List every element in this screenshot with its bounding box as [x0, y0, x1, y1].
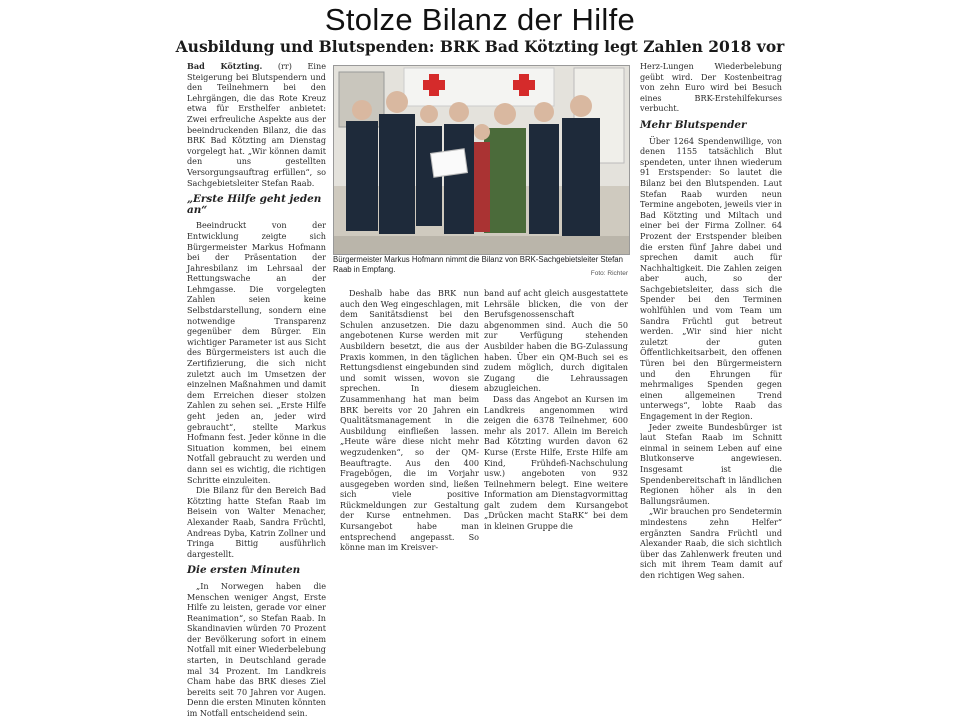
article-column-3: [484, 288, 628, 532]
paragraph: Dass das Angebot an Kursen im Landkreis angenommen wird zeigen die 6378 Teilnehmer, 600 mehr als 2017. Allein im Bereich Bad Kötzting wurden davon 62 Kurse (Erste Hilfe, Erste Hilfe am Kind, Frühdefi-Nachschulung usw.) angeboten von 932 Teilnehmern belegt. Eine weitere Information am Dienstagvormittag galt zudem dem Kursangebot „Drücken macht StaRK“ bei dem in kleinen Gruppe die: [484, 393, 628, 532]
dateline: Bad Kötzting.: [187, 61, 263, 71]
paragraph: „Wir brauchen pro Sendetermin mindestens zehn Helfer“ ergänzten Sandra Früchtl und Alexander Raab, die sich sichtlich über das Zahlenwerk freuten und sich mit ihrem Team damit auf den richtigen Weg sahen.: [640, 506, 782, 580]
paragraph: „In Norwegen haben die Menschen weniger Angst, Erste Hilfe zu leisten, gerade vor einer Reanimation“, so Stefan Raab. In Skandinavien würden 70 Prozent der Bevölkerung sofort in einem Notfall mit einer Wiederbelebung starten, in Deutschland gerade mal 34 Prozent. Im Landkreis Cham habe das BRK dieses Ziel bereits seit 70 Jahren vor Augen. Denn die ersten Minuten könnten im Notfall entscheidend sein.: [187, 580, 326, 719]
article-column-2: [340, 288, 479, 553]
paragraph: Die Bilanz für den Bereich Bad Kötzting hatte Stefan Raab im Beisein von Walter Menacher, Alexander Raab, Sandra Früchtl, Andreas Dyba, Katrin Zollner und Tringa Bittig ausführlich dargestellt.: [187, 485, 326, 559]
section-heading-erste-minuten: Die ersten Minuten: [187, 564, 301, 577]
group-photo-illustration: [334, 66, 629, 254]
article-headline: Stolze Bilanz der Hilfe: [324, 2, 636, 37]
paragraph: Über 1264 Spendenwillige, von denen 1155 tatsächlich Blut spendeten, unter ihnen wiederum 91 Erstspender: So lautet die Bilanz bei den Blutspenden. Laut Stefan Raab wurden neun Termine angeboten, jeweils vier in Bad Kötzting und Miltach und einer bei der Firma Zollner. 64 Prozent der Erstspender bleiben die ersten fünf Jahre dabei und sprechen damit auch für Nachhaltigkeit. Die Zahlen zeigen aber auch, so der Sachgebietsleiter, dass sich die Spender bei den Terminen wohlfühlen und vom Team um Sandra Früchtl gut betreut werden. „Wir sind hier nicht zuletzt der guten Öffentlichkeitsarbeit, den offenen Türen bei den Bürgermeistern und den Ehrungen für mehrmaliges Spenden gegen einen allgemeinen Trend unterwegs“, lobte Raab das Engagement in der Region.: [640, 135, 782, 421]
photo-credit: Foto: Richter: [590, 270, 628, 277]
photo-caption: Bürgermeister Markus Hofmann nimmt die Bilanz von BRK-Sachgebietsleiter Stefan Raab in Empfang.: [333, 255, 623, 274]
section-heading-blutspender: Mehr Blutspender: [640, 118, 747, 131]
article-column-1: [187, 61, 326, 719]
paragraph: Herz-Lungen Wiederbelebung geübt wird. Der Kostenbeitrag von zehn Euro wird bei Besuch eines BRK-Erstehilfekurses verbucht.: [640, 61, 782, 114]
article-photo: [333, 65, 630, 255]
article-column-4: [640, 61, 782, 581]
intro-text: (rr) Eine Steigerung bei Blutspendern und den Teilnehmern bei den Lehrgängen, die das Rote Kreuz etwa für Ersthelfer anbietet: Zwei erfreuliche Aspekte aus der beeindruckenden Bilanz, die das BRK Bad Kötzting am Dienstag vorgelegt hat. „Wir können damit den uns gestellten Versorgungsauftrag erfüllen“, so Sachgebietsleiter Stefan Raab.: [187, 61, 326, 188]
paragraph: Jeder zweite Bundesbürger ist laut Stefan Raab im Schnitt einmal in seinem Leben auf eine Blutkonserve angewiesen. Insgesamt ist die Spendenbereitschaft in ländlichen Regionen höher als in den Ballungsräumen.: [640, 421, 782, 506]
section-heading-erste-hilfe: „Erste Hilfe geht jeden an“: [187, 193, 322, 216]
paragraph: Beeindruckt von der Entwicklung zeigte sich Bürgermeister Markus Hofmann bei der Präsentation der Jahresbilanz im Lehrsaal der Rettungswache an der Lehmgasse. Die vorgelegten Zahlen seien keine Selbstdarstellung, sondern eine notwendige Transparenz gegenüber dem Bürger. Ein wichtiger Parameter ist aus Sicht des Bürgermeisters ist auch die Zertifizierung, die sich nicht zuletzt auch im Umsetzen der einzelnen Maßnahmen und damit dem Erreichen dieser stolzen Zahlen zu sehen sei. „Erste Hilfe geht jeden an, jeder wird gebraucht“, stellte Markus Hofmann fest. Jeder könne in die Situation kommen, bei einem Notfall gebraucht zu werden und dann sei es wichtig, die richtigen Schritte einzuleiten.: [187, 220, 326, 485]
article-subheadline: Ausbildung und Blutspenden: BRK Bad Kötzting legt Zahlen 2018 vor: [175, 37, 785, 56]
intro-paragraph: [187, 61, 326, 188]
paragraph: Deshalb habe das BRK nun auch den Weg eingeschlagen, mit dem Sanitätsdienst bei den Schulen anzusetzen. Die dazu angebotenen Kurse werden mit Ausbildern besetzt, die aus der Praxis kommen, in den täglichen Rettungsdienst eingebunden sind und somit wissen, wovon sie sprechen. In diesem Zusammenhang hat man beim BRK bereits vor 20 Jahren ein Qualitätsmanagement in die Ausbildung einfließen lassen. „Heute wäre diese nicht mehr wegzudenken“, so der QM-Beauftragte. Aus den 400 Fragebögen, die im Vorjahr ausgegeben worden sind, ließen sich viele positive Rückmeldungen zur Gestaltung der Kurse entnehmen. Das Kursangebot habe man entsprechend angepasst. So könne man im Kreisver-: [340, 288, 479, 553]
paragraph: band auf acht gleich ausgestattete Lehrsäle blicken, die von der Berufsgenossenschaft abgenommen sind. Auch die 50 zur Verfügung stehenden Ausbilder haben die BG-Zulassung haben. Über ein QM-Buch sei es zudem möglich, durch digitalen Zugang die Lehraussagen abzugleichen.: [484, 288, 628, 394]
